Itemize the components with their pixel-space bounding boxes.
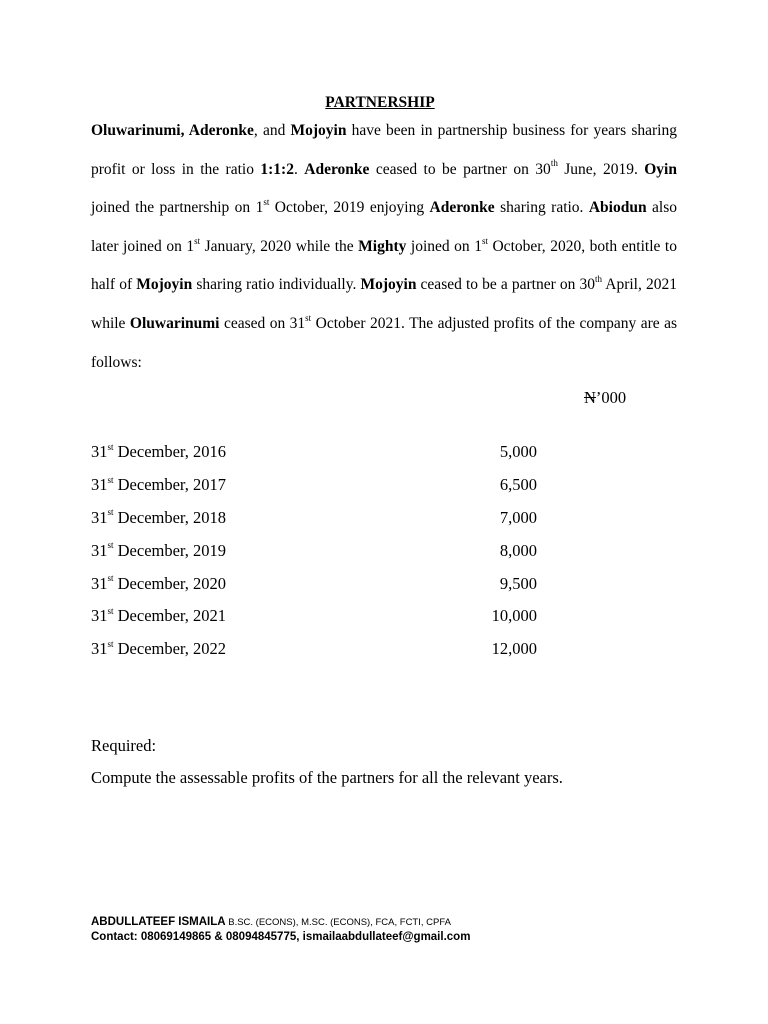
intro-paragraph: Oluwarinumi, Aderonke, and Mojoyin have been in partnership business for years sharing profit or loss in the ratio 1:1:2. Aderonke ceased to be partner on 30th June, 2019. Oyin joined the partnership on 1st October, 2019 enjoying Aderonke sharing ratio. Abiodun also later joined on 1st January, 2020 while the Mighty joined on 1st October, 2020, both entitle to half of Mojoyin sharing ratio individually. Mojoyin ceased to be a partner on 30th April, 2021 while Oluwarinumi ceased on 31st October 2021. The adjusted profits of the company are as follows: [91, 122, 678, 371]
page-title: PARTNERSHIP [325, 94, 435, 111]
period-label: 31st December, 2019 [91, 540, 227, 560]
profit-value: 9,500 [499, 573, 537, 593]
table-row [91, 633, 537, 666]
footer [91, 915, 470, 945]
period-label: 31st December, 2017 [91, 474, 227, 495]
table-row [91, 469, 537, 502]
profit-value: 12,000 [491, 639, 537, 659]
profit-value: 8,000 [499, 540, 537, 560]
required-text: Compute the assessable profits of the partners for all the relevant years. [91, 768, 563, 787]
profit-value: 10,000 [491, 606, 537, 626]
contact-line: Contact: 08069149865 & 08094845775, ismailaabdullateef@gmail.com [91, 931, 471, 943]
period-label: 31st December, 2018 [91, 507, 227, 527]
profit-value: 7,000 [499, 507, 537, 527]
profits-table [91, 436, 537, 666]
author-qualifications: B.SC. (ECONS), M.SC. (ECONS), FCA, FCTI, CPFA [225, 917, 451, 928]
author-line [91, 915, 470, 930]
period-label: 31st December, 2021 [91, 605, 227, 626]
table-row [91, 436, 537, 469]
naira-symbol: N [584, 388, 596, 407]
currency-unit-label: N’000 [584, 388, 627, 407]
author-name: ABDULLATEEF ISMAILA [91, 916, 226, 928]
profit-value: 5,000 [499, 442, 537, 462]
profit-value: 6,500 [499, 475, 537, 495]
period-label: 31st December, 2016 [91, 441, 227, 462]
required-label: Required: [91, 736, 157, 755]
table-row [91, 600, 537, 633]
table-row [91, 567, 537, 600]
period-label: 31st December, 2020 [91, 573, 227, 593]
period-label: 31st December, 2022 [91, 638, 227, 659]
table-row [91, 502, 537, 535]
table-row [91, 534, 537, 567]
